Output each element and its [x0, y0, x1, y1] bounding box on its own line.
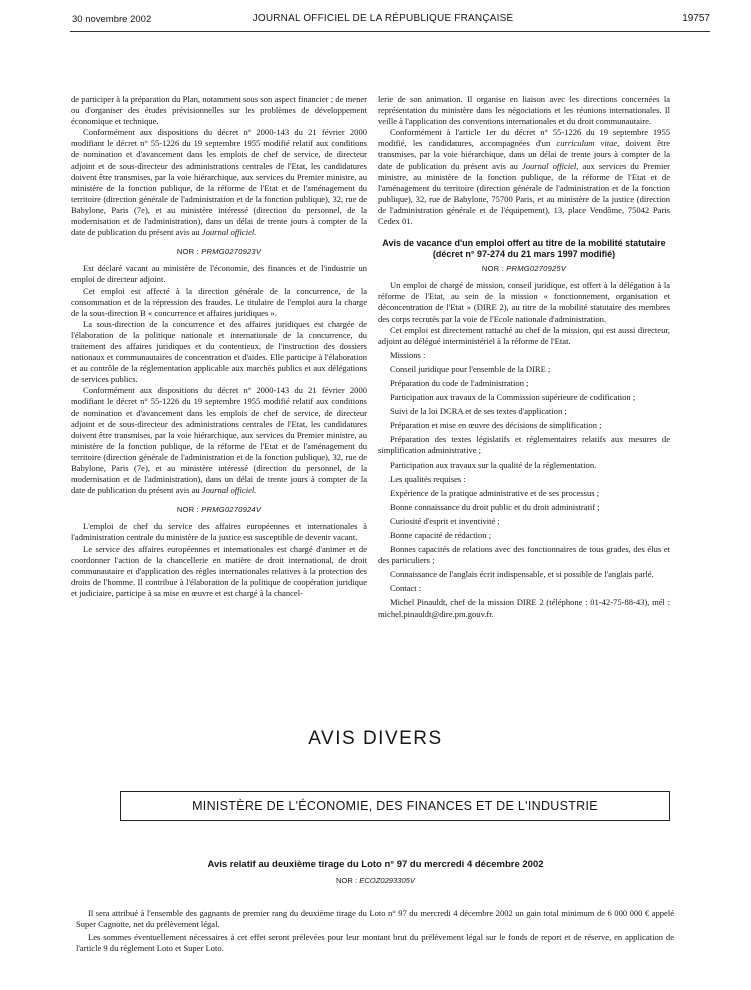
- paragraph: Un emploi de chargé de mission, conseil juridique, est offert à la délégation à la réforme de l'Etat, au sein de la mission « fonctionnement, organisation et déconcentration de l'Etat » (DIRE 2), au titre de la mobilité statutaire des membres des corps recrutés par la voie de l'Ecole nationale d'administration.: [378, 280, 670, 324]
- missions-list: [378, 350, 670, 620]
- page-number: 19757: [682, 13, 710, 24]
- mission-line: Michel Pinauldt, chef de la mission DIRE 2 (téléphone : 01-42-75-88-43), mél : michel.pinauldt@dire.pm.gouv.fr.: [378, 597, 670, 619]
- mission-line: Curiosité d'esprit et inventivité ;: [390, 515, 500, 526]
- paragraph: La sous-direction de la concurrence et des affaires juridiques est chargée de l'élaboration de la politique nationale et internationale de la concurrence, du traitement des affaires juridiques et du contentieux, de l'instruction des dossiers nationaux et communautaires de concentration et d'aides. Elle participe à l'élaboration et au contrôle de la réglementation applicable aux marchés publics et aux délégations de services publics.: [71, 318, 367, 385]
- mission-line: Suivi de la loi DCRA et de ses textes d'application ;: [390, 406, 567, 417]
- mission-line: Participation aux travaux de la Commission supérieure de codification ;: [390, 392, 636, 403]
- header-date: 30 novembre 2002: [72, 14, 152, 25]
- journal-title: JOURNAL OFFICIEL DE LA RÉPUBLIQUE FRANÇAISE: [252, 13, 514, 24]
- page-header: [56, 14, 710, 30]
- mission-line: Missions :: [390, 349, 426, 360]
- mission-line: Bonne connaissance du droit public et du droit administratif ;: [390, 501, 600, 512]
- paragraph: Est déclaré vacant au ministère de l'économie, des finances et de l'industrie un emploi de directeur adjoint.: [71, 263, 367, 285]
- paragraph: Le service des affaires européennes et internationales est chargé d'animer et de coordonner l'action de la chancellerie en matière de droit international, de droit communautaire et d'application des règles internationales relatives à la protection des droits de l'homme. Il contribue à l'élaboration de la politique de coopération juridique et judiciaire, participe à sa mise en œuvre et est chargé à la chancel-: [71, 543, 367, 598]
- left-column: [71, 94, 367, 599]
- mission-line: Participation aux travaux sur la qualité de la réglementation.: [390, 459, 597, 470]
- paragraph: lerie de son animation. Il organise en liaison avec les directions concernées la représentation du ministère dans les négociations et les réunions internationales. Il veille à l'application des conventions internationales et du droit communautaire.: [378, 94, 670, 127]
- paragraph: de participer à la préparation du Plan, notamment sous son aspect financier ; de mener ou d'organiser des études prévisionnelles sur les problèmes de développement économique et technique.: [71, 94, 367, 127]
- paragraph: Il sera attribué à l'ensemble des gagnants de premier rang du deuxième tirage du Loto n° 97 du mercredi 4 décembre 2002 un gain total minimum de 6 000 000 € appelé Super Cagnotte, net du prélèvement légal.: [76, 908, 674, 930]
- section-title-avis-divers: AVIS DIVERS: [308, 728, 443, 749]
- loto-notice-body: [76, 908, 674, 956]
- paragraph: Cet emploi est directement rattaché au chef de la mission, qui est aussi directeur, adjoint au délégué interministériel à la réforme de l'Etat.: [378, 324, 670, 346]
- paragraph: Conformément aux dispositions du décret n° 2000-143 du 21 février 2000 modifiant le décret n° 55-1226 du 19 septembre 1955 modifié relatif aux conditions de nomination et d'avancement dans les emplois de chef de service, de directeur adjoint et de sous-directeur des administrations centrales de l'Etat, les candidatures doivent être transmises, par la voie hiérarchique, aux services du Premier ministre, au ministère de la fonction publique, de la réforme de l'Etat et de l'aménagement du territoire (direction générale de l'administration et de la fonction publique), 32, rue de Babylone, Paris (7e), et au ministère intéressé (direction du personnel, de la modernisation et de l'administration), dans un délai de trente jours à compter de la date de publication du présent avis au Journal officiel.: [71, 127, 367, 238]
- right-column: [378, 94, 670, 620]
- nor-reference: NOR : PRMG0270923V: [176, 247, 262, 257]
- loto-notice-title: Avis relatif au deuxième tirage du Loto n° 97 du mercredi 4 décembre 2002: [207, 859, 544, 870]
- mission-line: Contact :: [390, 583, 422, 594]
- header-rule: [70, 31, 710, 32]
- mission-line: Expérience de la pratique administrative et de ses processus ;: [390, 487, 600, 498]
- journal-officiel-italic: Journal officiel.: [201, 485, 257, 496]
- mission-line: Bonnes capacités de relations avec des fonctionnaires de tous grades, des élus et des particuliers ;: [378, 544, 670, 566]
- mission-line: Préparation du code de l'administration ;: [390, 377, 529, 388]
- nor-reference: NOR : PRMG0270924V: [176, 505, 262, 515]
- ministry-box: MINISTÈRE DE L'ÉCONOMIE, DES FINANCES ET DE L'INDUSTRIE: [120, 791, 670, 821]
- mission-line: Conseil juridique pour l'ensemble de la DIRE ;: [390, 363, 551, 374]
- nor-reference: NOR : ECOZ0293305V: [336, 876, 415, 885]
- paragraph: Cet emploi est affecté à la direction générale de la concurrence, de la consommation et de la répression des fraudes. Le titulaire de l'emploi aura la charge de la sous-direction B « concurrence et affaires juridiques ».: [71, 285, 367, 318]
- journal-officiel-italic: Journal officiel.: [201, 227, 257, 238]
- mission-line: Les qualités requises :: [390, 473, 466, 484]
- mission-line: Connaissance de l'anglais écrit indispensable, et si possible de l'anglais parlé.: [390, 569, 654, 580]
- paragraph: Conformément aux dispositions du décret n° 2000-143 du 21 février 2000 modifiant le décret n° 55-1226 du 19 septembre 1955 modifié relatif aux conditions de nomination et d'avancement dans les emplois de chef de service, de directeur adjoint et de sous-directeur des administrations centrales de l'Etat, les candidatures doivent être transmises, par la voie hiérarchique, aux services du Premier ministre, au ministère de la fonction publique, de la réforme de l'Etat et de l'aménagement du territoire (direction générale de l'administration et de la fonction publique), 32, rue de Babylone, Paris (7e), et au ministère intéressé (direction du personnel, de la modernisation et de l'administration), dans un délai de trente jours à compter de la date de publication du présent avis au Journal officiel.: [71, 385, 367, 496]
- vacancy-title: Avis de vacance d'un emploi offert au titre de la mobilité statutaire (décret n° 97-274 du 21 mars 1997 modifié): [382, 238, 666, 260]
- paragraph: Les sommes éventuellement nécessaires à cet effet seront prélevées pour leur montant brut du prélèvement légal sur le fonds de report et de réserve, en application de l'article 9 du règlement Loto et Super Loto.: [76, 932, 674, 954]
- mission-line: Préparation des textes législatifs et réglementaires relatifs aux mesures de simplification administrative ;: [378, 434, 670, 456]
- mission-line: Préparation et mise en œuvre des décisions de simplification ;: [390, 420, 602, 431]
- paragraph: L'emploi de chef du service des affaires européennes et internationales à l'administration centrale du ministère de la justice est susceptible de devenir vacant.: [71, 521, 367, 543]
- mission-line: Bonne capacité de rédaction ;: [390, 530, 492, 540]
- nor-reference: NOR : PRMG0270925V: [481, 264, 567, 274]
- paragraph: Conformément à l'article 1er du décret n° 55-1226 du 19 septembre 1955 modifié, les candidatures, accompagnées d'un curriculum vitae, doivent être transmises, par la voie hiérarchique, dans un délai de trente jours à compter de la date de publication du présent avis au Journal officiel, aux services du Premier ministre, au ministère de la fonction publique, de la réforme de l'Etat et de l'aménagement du territoire (direction générale de l'administration et de la fonction publique), 32, rue de Babylone, 75700 Paris, et au ministère de la justice (direction de l'administration générale et de l'équipement), 13, place Vendôme, 75042 Paris Cedex 01.: [378, 127, 671, 227]
